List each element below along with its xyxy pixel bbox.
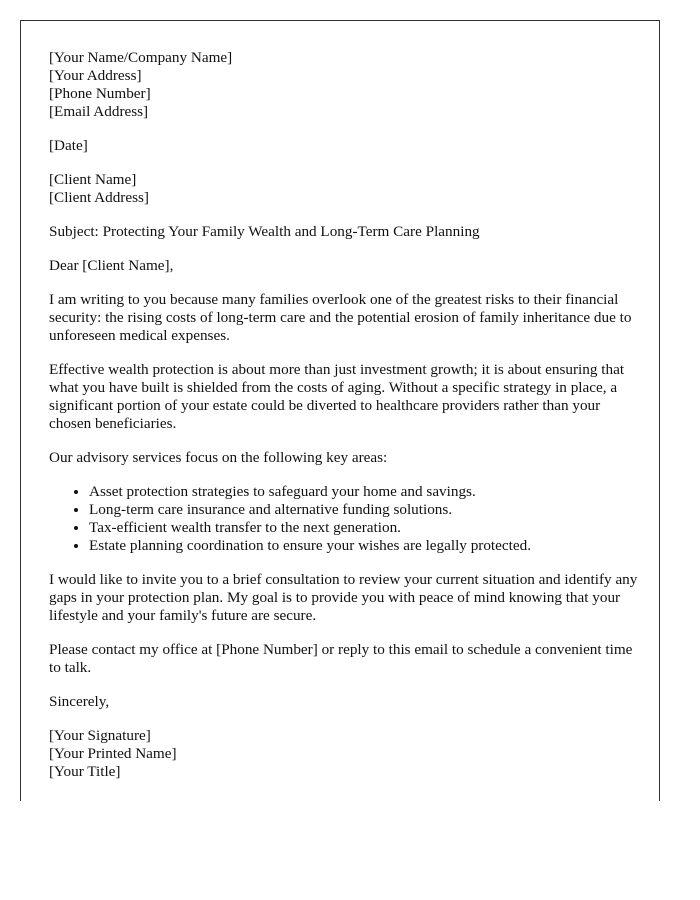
- sender-title: [Your Title]: [49, 763, 121, 780]
- recipient-name: [Client Name]: [49, 171, 137, 188]
- paragraph-contact: Please contact my office at [Phone Number] or reply to this email to schedule a convenient time to talk.: [49, 641, 633, 676]
- subject-line: Subject: Protecting Your Family Wealth and Long-Term Care Planning: [49, 223, 480, 240]
- list-item: • Tax-efficient wealth transfer to the next generation.: [89, 519, 639, 537]
- letter-content: [49, 49, 639, 797]
- recipient-address: [Client Address]: [49, 189, 149, 206]
- sender-name: [Your Name/Company Name]: [49, 49, 233, 66]
- paragraph-services-intro: Our advisory services focus on the following key areas:: [49, 449, 388, 466]
- paragraph-consultation: I would like to invite you to a brief consultation to review your current situation and identify any gaps in your protection plan. My goal is to provide you with peace of mind knowing that your lifestyle and your family's future are secure.: [49, 571, 638, 624]
- sender-email: [Email Address]: [49, 103, 149, 120]
- closing: Sincerely,: [49, 693, 110, 710]
- list-item: • Long-term care insurance and alternative funding solutions.: [89, 501, 639, 519]
- sender-phone: [Phone Number]: [49, 85, 151, 102]
- paragraph-intro: I am writing to you because many families overlook one of the greatest risks to their financial security: the rising costs of long-term care and the potential erosion of family inheritance due to unforeseen medical expenses.: [49, 291, 632, 344]
- signature-block: [49, 727, 639, 781]
- salutation: Dear [Client Name],: [49, 257, 174, 274]
- services-list: [49, 483, 639, 555]
- recipient-block: [49, 171, 639, 207]
- letter-page: [20, 20, 660, 801]
- sender-address: [Your Address]: [49, 67, 142, 84]
- sender-block: [49, 49, 639, 121]
- signature: [Your Signature]: [49, 727, 151, 744]
- list-item: • Estate planning coordination to ensure your wishes are legally protected.: [89, 537, 639, 555]
- paragraph-wealth-protection: Effective wealth protection is about more than just investment growth; it is about ensuring that what you have built is shielded from the costs of aging. Without a specific strategy in place, a significant portion of your estate could be diverted to healthcare providers rather than your chosen beneficiaries.: [49, 361, 625, 432]
- list-item: • Asset protection strategies to safeguard your home and savings.: [89, 483, 639, 501]
- printed-name: [Your Printed Name]: [49, 745, 177, 762]
- letter-date: [Date]: [49, 137, 88, 154]
